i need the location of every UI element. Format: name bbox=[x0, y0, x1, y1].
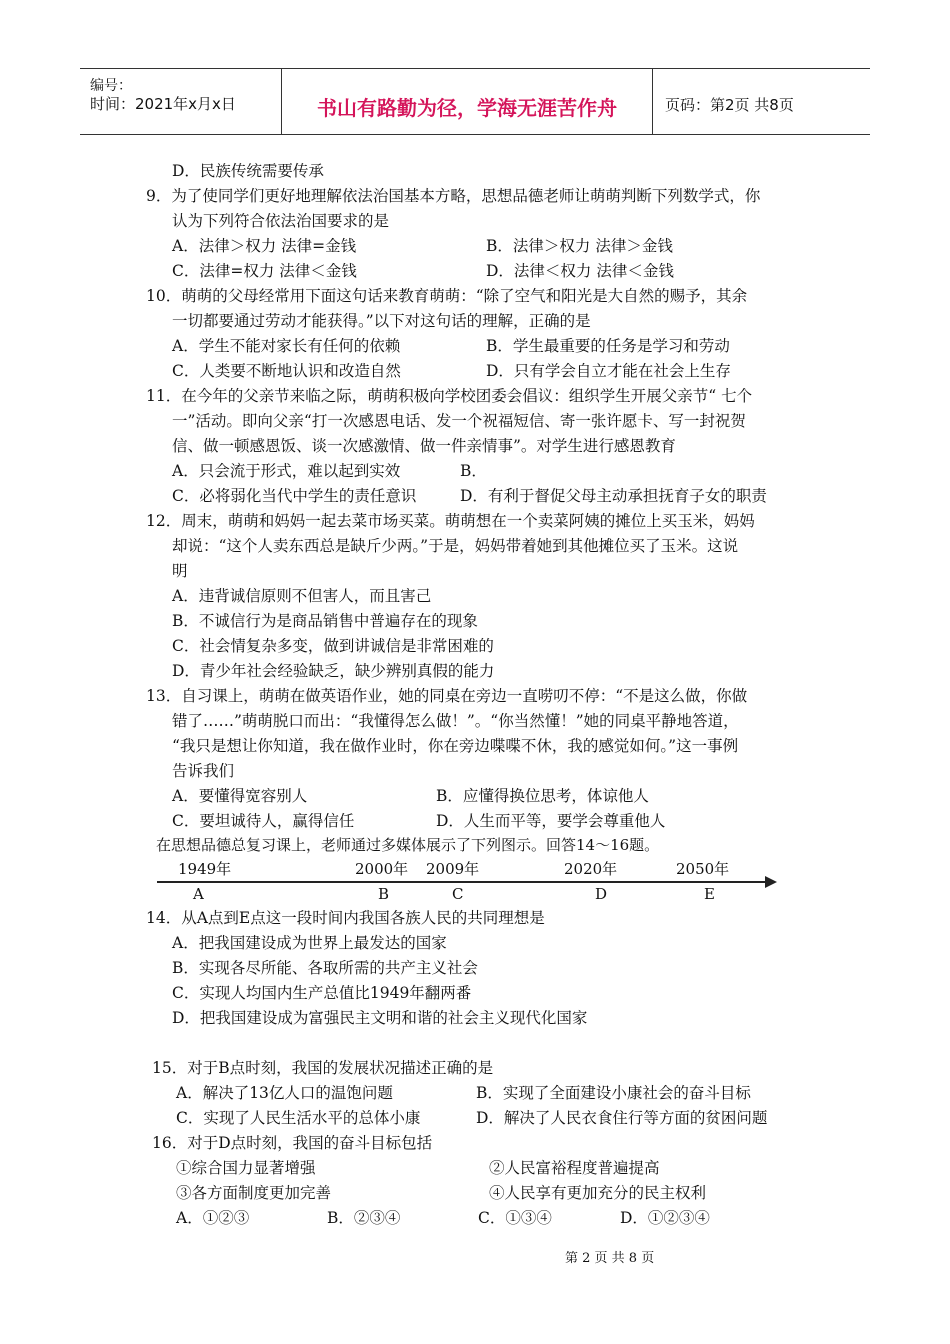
q13-option-c: C．要坦诚待人，赢得信任 bbox=[172, 812, 355, 830]
q16-option-c: C．①③④ bbox=[478, 1209, 552, 1227]
q16-item-4: ④人民享有更加充分的民主权利 bbox=[489, 1184, 707, 1202]
q12-stem-cont-2: 明 bbox=[172, 562, 188, 580]
timeline-point-b: B bbox=[378, 885, 390, 903]
header-page-info: 页码：第2页 共8页 bbox=[665, 96, 794, 114]
q12-option-c: C．社会情复杂多变，做到讲诚信是非常困难的 bbox=[172, 637, 494, 655]
q10-option-c: C．人类要不断地认识和改造自然 bbox=[172, 362, 401, 380]
timeline-point-d: D bbox=[595, 885, 608, 903]
q16-item-2: ②人民富裕程度普遍提高 bbox=[489, 1159, 660, 1177]
q11-option-a: A．只会流于形式，难以起到实效 bbox=[172, 462, 401, 480]
q13-stem: 13．自习课上，萌萌在做英语作业，她的同桌在旁边一直唠叨不停：“不是这么做，你做 bbox=[146, 687, 748, 705]
timeline-year-c: 2009年 bbox=[426, 860, 480, 878]
q15-option-b: B．实现了全面建设小康社会的奋斗目标 bbox=[476, 1084, 751, 1102]
q16-option-a: A．①②③ bbox=[176, 1209, 250, 1227]
timeline-year-e: 2050年 bbox=[676, 860, 730, 878]
q16-option-b: B．②③④ bbox=[327, 1209, 401, 1227]
q11-option-c: C．必将弱化当代中学生的责任意识 bbox=[172, 487, 417, 505]
q9-stem-cont: 认为下列符合依法治国要求的是 bbox=[172, 212, 390, 230]
timeline-arrow-icon bbox=[765, 876, 777, 888]
header-left-cell bbox=[80, 69, 282, 134]
header-right-cell bbox=[653, 69, 870, 134]
q12-stem: 12．周末，萌萌和妈妈一起去菜市场买菜。萌萌想在一个卖菜阿姨的摊位上买玉米，妈妈 bbox=[146, 512, 755, 530]
q16-stem: 16．对于D点时刻，我国的奋斗目标包括 bbox=[152, 1134, 433, 1152]
q15-option-a: A．解决了13亿人口的温饱问题 bbox=[176, 1084, 393, 1102]
timeline-year-b: 2000年 bbox=[355, 860, 409, 878]
q12-option-b: B．不诚信行为是商品销售中普遍存在的现象 bbox=[172, 612, 478, 630]
timeline-point-e: E bbox=[704, 885, 715, 903]
q13-option-b: B．应懂得换位思考，体谅他人 bbox=[436, 787, 649, 805]
q13-option-a: A．要懂得宽容别人 bbox=[172, 787, 308, 805]
q11-option-b: B． bbox=[460, 462, 487, 480]
q15-stem: 15．对于B点时刻，我国的发展状况描述正确的是 bbox=[152, 1059, 494, 1077]
q8-option-d: D．民族传统需要传承 bbox=[172, 162, 324, 180]
q9-option-d: D．法律＜权力 法律＜金钱 bbox=[486, 262, 674, 280]
section-intro: 在思想品德总复习课上，老师通过多媒体展示了下列图示。回答14～16题。 bbox=[156, 836, 660, 854]
q15-option-c: C．实现了人民生活水平的总体小康 bbox=[176, 1109, 421, 1127]
q10-option-a: A．学生不能对家长有任何的依赖 bbox=[172, 337, 401, 355]
q13-option-d: D．人生而平等，要学会尊重他人 bbox=[436, 812, 666, 830]
timeline-point-c: C bbox=[452, 885, 464, 903]
q9-option-a: A．法律＞权力 法律=金钱 bbox=[172, 237, 357, 255]
q13-stem-cont-2: “我只是想让你知道，我在做作业时，你在旁边喋喋不休，我的感觉如何。”这一事例 bbox=[172, 737, 739, 755]
timeline-axis bbox=[157, 881, 767, 883]
timeline-point-a: A bbox=[193, 885, 204, 903]
timeline-year-d: 2020年 bbox=[564, 860, 618, 878]
q16-option-d: D．①②③④ bbox=[620, 1209, 710, 1227]
q16-item-1: ①综合国力显著增强 bbox=[176, 1159, 316, 1177]
page-footer: 第 2 页 共 8 页 bbox=[565, 1251, 655, 1266]
q15-option-d: D．解决了人民衣食住行等方面的贫困问题 bbox=[476, 1109, 768, 1127]
q13-stem-cont-3: 告诉我们 bbox=[172, 762, 235, 780]
q9-option-b: B．法律＞权力 法律＞金钱 bbox=[486, 237, 673, 255]
q14-option-d: D．把我国建设成为富强民主文明和谐的社会主义现代化国家 bbox=[172, 1009, 588, 1027]
q11-option-d: D．有利于督促父母主动承担抚育子女的职责 bbox=[460, 487, 767, 505]
header-motto: 书山有路勤为径，学海无涯苦作舟 bbox=[317, 96, 617, 120]
q11-stem: 11．在今年的父亲节来临之际，萌萌积极向学校团委会倡议：组织学生开展父亲节“ 七个 bbox=[146, 387, 753, 405]
q14-option-c: C．实现人均国内生产总值比1949年翻两番 bbox=[172, 984, 472, 1002]
doc-date: 时间：2021年x月x日 bbox=[90, 95, 236, 113]
q10-stem: 10．萌萌的父母经常用下面这句话来教育萌萌：“除了空气和阳光是大自然的赐予，其余 bbox=[146, 287, 748, 305]
q11-stem-cont-1: 一”活动。即向父亲“打一次感恩电话、发一个祝福短信、寄一张许愿卡、写一封祝贺 bbox=[172, 412, 746, 430]
q9-option-c: C．法律=权力 法律＜金钱 bbox=[172, 262, 357, 280]
timeline-year-a: 1949年 bbox=[178, 860, 232, 878]
q14-stem: 14．从A点到E点这一段时间内我国各族人民的共同理想是 bbox=[146, 909, 545, 927]
page-header bbox=[80, 68, 870, 135]
q16-item-3: ③各方面制度更加完善 bbox=[176, 1184, 332, 1202]
q10-stem-cont: 一切都要通过劳动才能获得。”以下对这句话的理解，正确的是 bbox=[172, 312, 591, 330]
doc-code-label: 编号： bbox=[90, 78, 132, 94]
header-center-cell bbox=[282, 69, 653, 134]
q9-stem: 9．为了使同学们更好地理解依法治国基本方略，思想品德老师让萌萌判断下列数学式，你 bbox=[146, 187, 761, 205]
q12-option-a: A．违背诚信原则不但害人，而且害己 bbox=[172, 587, 432, 605]
q13-stem-cont-1: 错了……”萌萌脱口而出：“我懂得怎么做！”。“你当然懂！”她的同桌平静地答道， bbox=[172, 712, 739, 730]
q12-stem-cont-1: 却说：“这个人卖东西总是缺斤少两。”于是，妈妈带着她到其他摊位买了玉米。这说 bbox=[172, 537, 739, 555]
q14-option-a: A．把我国建设成为世界上最发达的国家 bbox=[172, 934, 447, 952]
q14-option-b: B．实现各尽所能、各取所需的共产主义社会 bbox=[172, 959, 478, 977]
q12-option-d: D．青少年社会经验缺乏，缺少辨别真假的能力 bbox=[172, 662, 495, 680]
q11-stem-cont-2: 信、做一顿感恩饭、谈一次感激情、做一件亲情事”。对学生进行感恩教育 bbox=[172, 437, 676, 455]
q10-option-b: B．学生最重要的任务是学习和劳动 bbox=[486, 337, 730, 355]
q10-option-d: D．只有学会自立才能在社会上生存 bbox=[486, 362, 731, 380]
